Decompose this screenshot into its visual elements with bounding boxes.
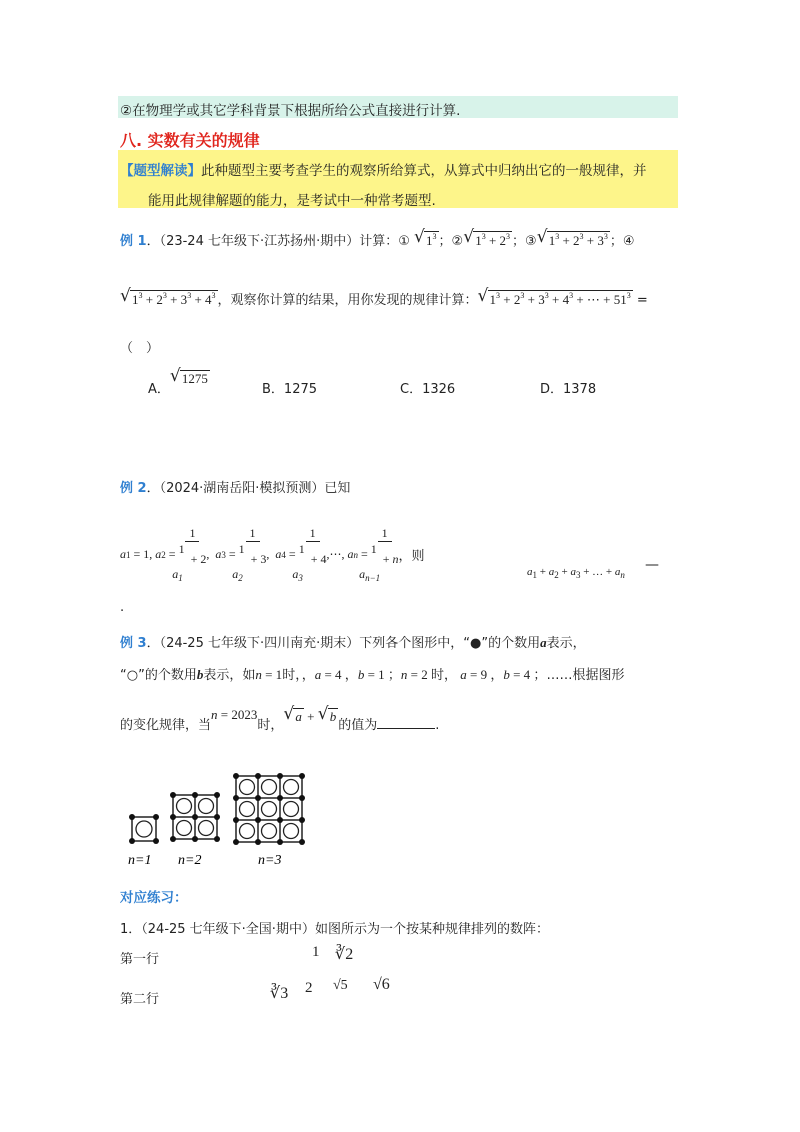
ex3-line3c: 的值为 [338,718,378,733]
ex1-sep3: ；③ [512,234,537,249]
ex3-var-a: a [540,635,547,650]
ex1-label: 例 1 [120,234,147,249]
ex3-line2a: “○”的个数用 [120,668,197,683]
sqrt-4: √ $1^3 + 2^3 + 3^3 + 4^3$ [120,286,216,307]
ex1-eq: = [636,293,648,308]
ex3-line1: ．（24-25 七年级下·四川南充·期末）下列各个图形中，“●”的个数用 [146,636,541,651]
ex3-line3b: 时， [257,718,284,733]
sqrt-a-plus-sqrt-b: √ a [283,704,302,724]
row2-val-4: √6 [373,976,390,993]
pattern-figure [120,770,340,870]
ex3-line-2: “○”的个数用b表示，如n = 1时，，a = 4 ，b = 1 ；n = 2 时， a = 9 ，b = 4 ；……根据图形 [120,667,625,683]
ex3-var-b: b [196,667,204,682]
ex2-label: 例 2 [120,481,147,496]
ex3-line-3: 的变化规律，当n = 2023时， √ a + √ b的值为 . [120,704,440,733]
intro-text-1: 此种题型主要考查学生的观察所给算式，从算式中归纳出它的一般规律，并 [201,163,647,179]
ex1-source: ．（23-24 七年级下·江苏扬州·期中）计算：① [146,234,410,249]
sqrt-sum: √ $1^3 + 2^3 + 3^3 + 4^3$ + ⋯ + $51^3$ [477,286,631,307]
option-a-value: 1275 [181,371,208,386]
intro-tag: 【题型解读】 [120,163,201,179]
row1-val-2: ∛2 [335,946,354,963]
ex2-sum: $a_1 + a_2 + a_3$ + … + $a_n$ [527,566,625,580]
ex3-line2d: ……根据图形 [546,668,625,683]
sqrt-b: √ b [317,704,337,724]
ex2-dash: — [645,557,659,573]
practice-q1: 1．（24-25 七年级下·全国·期中）如图所示为一个按某种规律排列的数阵： [120,922,549,937]
figure-n3 [233,773,305,845]
row1-label: 第一行 [120,952,160,967]
row2-val-1: ∛3 [270,985,289,1002]
ex3-label: 例 3 [120,636,147,651]
fig-label-n2: n=2 [178,853,202,868]
section-title: 八. 实数有关的规律 [120,131,260,150]
figure-n2 [170,792,220,842]
sqrt-2: √ $1^3 + 2^3$ [463,227,511,248]
ex1-sep4: ；④ [609,234,635,249]
sqrt-1: √ $1^3$ [414,227,437,248]
option-a-label: A． [148,382,170,397]
ex1-paren: （ ） [120,341,160,356]
fig-label-n1: n=1 [128,853,152,868]
intro-line-2: 能用此规律解题的能力，是考试中一种常考题型. [148,193,436,209]
figure-n1 [129,814,159,844]
ex1-line-2 [120,286,648,308]
row2-val-3: √5 [333,978,348,993]
ex2-dot: . [120,600,125,615]
option-d[interactable]: D．1378 [540,382,597,397]
ex3-line1-end: 表示， [546,636,586,651]
row1-val-1: 1 [312,944,320,960]
option-a[interactable] [148,366,210,397]
ex1-sep2: ；② [438,234,464,249]
ex1-line-1 [120,227,635,249]
option-a-sqrt: √ 1275 [169,366,208,386]
row2-val-2: 2 [305,980,313,996]
intro-line-1 [120,159,647,179]
ex2-then: ，则 [398,549,425,564]
ex2-formula: a 1 = 1, a 2 = 1 1 + 2 $a_1$ , a 3 = 1 1 + 3 $a_2$ , a 4 = 1 1 + 4 $a_3$ ,⋯, a n = 1 1 + n $a_{n-1}$ ，则 [120,526,425,583]
ex3-line3d: . [435,718,440,733]
fig-label-n3: n=3 [258,853,282,868]
sqrt-3: √ $1^3 + 2^3 + 3^3$ [536,227,608,248]
ex3-line-1 [120,632,586,651]
option-b[interactable]: B．1275 [262,382,318,397]
ex3-line3a: 的变化规律，当 [120,718,212,733]
note-line: ②在物理学或其它学科背景下根据所给公式直接进行计算. [120,103,461,119]
ex2-source: ．（2024·湖南岳阳·模拟预测）已知 [146,481,351,496]
ex1-line2-text: ，观察你计算的结果，用你发现的规律计算： [217,293,478,308]
answer-blank[interactable] [377,728,435,729]
ex3-line2b: 表示，如 [203,668,256,683]
ex2-line-1 [120,477,350,496]
ex3-line2c: 时， [282,668,302,683]
practice-title: 对应练习： [120,890,188,906]
row2-label: 第二行 [120,992,160,1007]
option-c[interactable]: C．1326 [400,382,456,397]
